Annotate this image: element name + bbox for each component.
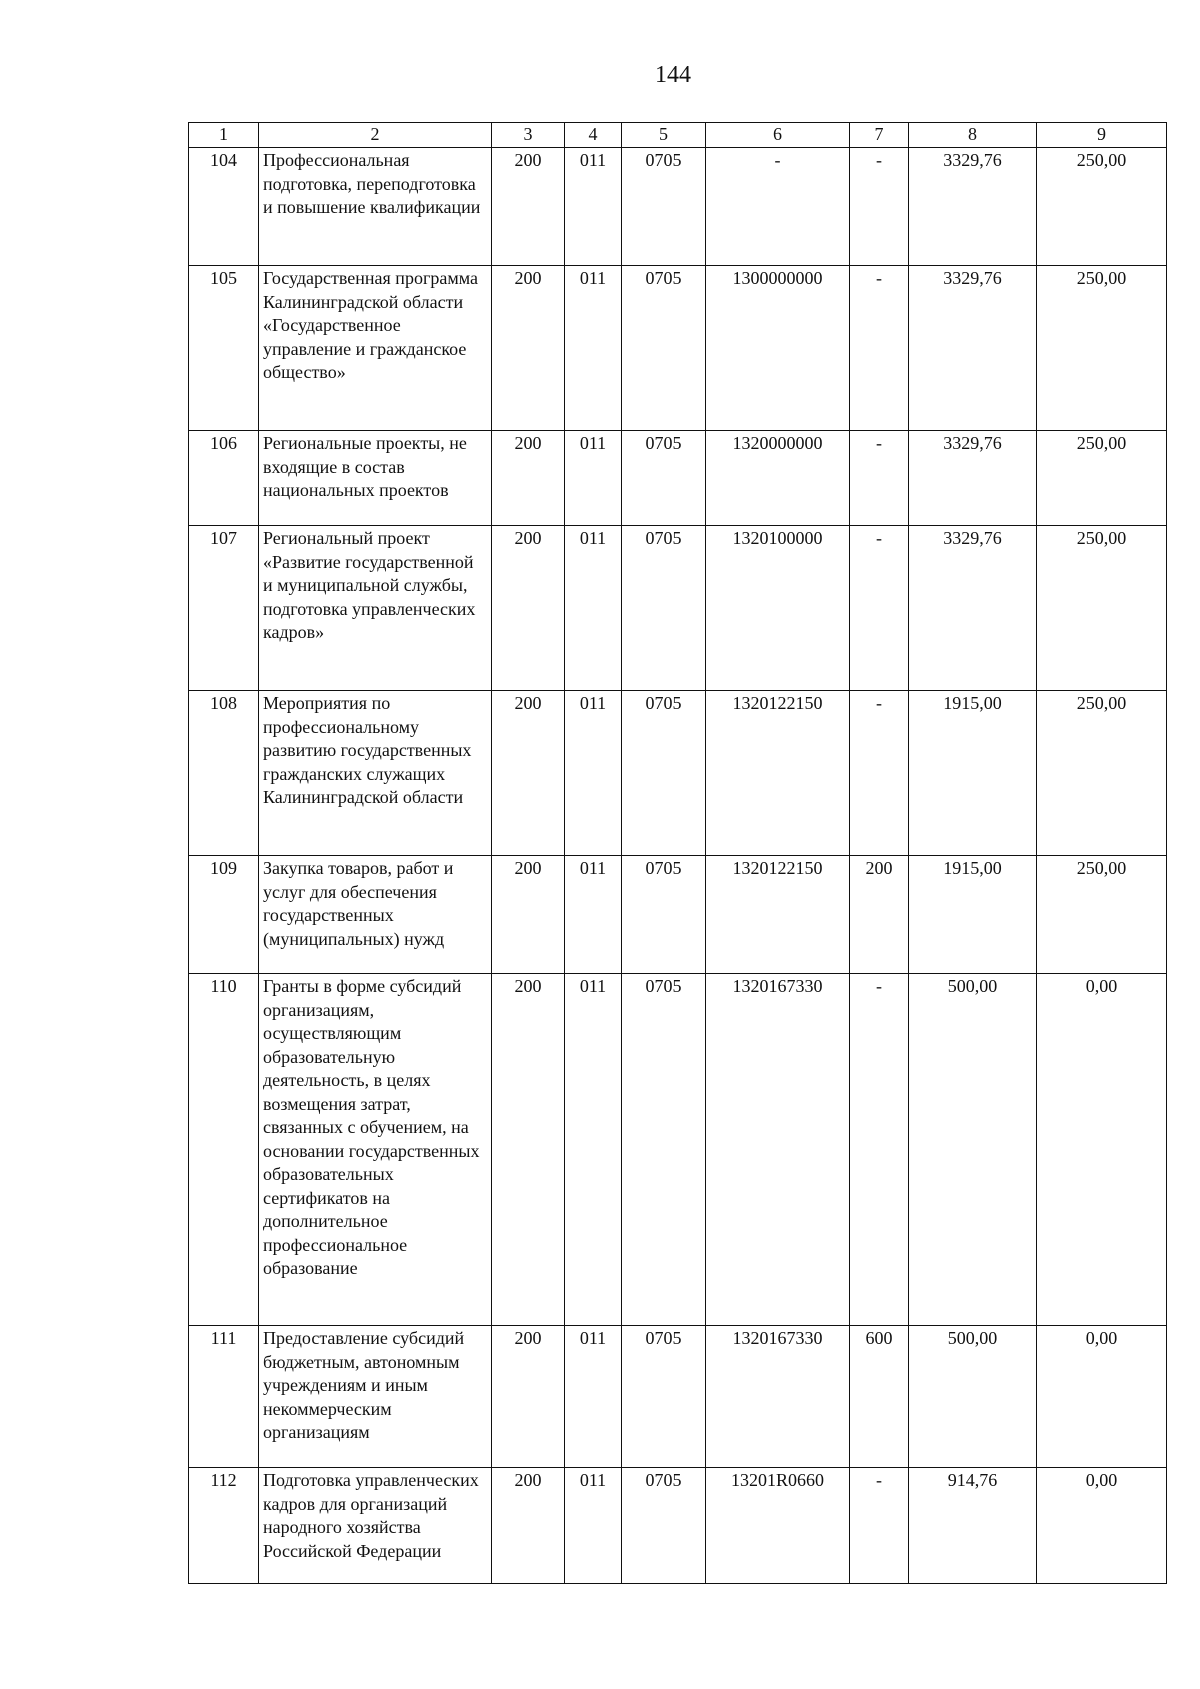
col9-value: 250,00 bbox=[1037, 431, 1167, 526]
col4-value: 011 bbox=[565, 431, 622, 526]
col7-value: - bbox=[850, 1468, 909, 1584]
row-name: Государственная программа Калининградской области «Государственное управление и гражданское общество» bbox=[259, 266, 492, 431]
col3-value: 200 bbox=[492, 691, 565, 856]
col4-value: 011 bbox=[565, 526, 622, 691]
row-number: 112 bbox=[189, 1468, 259, 1584]
col5-value: 0705 bbox=[622, 691, 706, 856]
col6-value: 1320167330 bbox=[706, 974, 850, 1326]
column-header: 5 bbox=[622, 123, 706, 148]
col8-value: 3329,76 bbox=[909, 526, 1037, 691]
col3-value: 200 bbox=[492, 431, 565, 526]
col6-value: 1320122150 bbox=[706, 691, 850, 856]
col8-value: 500,00 bbox=[909, 974, 1037, 1326]
col4-value: 011 bbox=[565, 691, 622, 856]
col6-value: 1320100000 bbox=[706, 526, 850, 691]
table-row bbox=[189, 266, 1167, 431]
row-name: Закупка товаров, работ и услуг для обеспечения государственных (муниципальных) нужд bbox=[259, 856, 492, 974]
col4-value: 011 bbox=[565, 148, 622, 266]
col5-value: 0705 bbox=[622, 431, 706, 526]
column-header: 9 bbox=[1037, 123, 1167, 148]
column-header: 7 bbox=[850, 123, 909, 148]
table-row bbox=[189, 431, 1167, 526]
row-number: 105 bbox=[189, 266, 259, 431]
col6-value: 1300000000 bbox=[706, 266, 850, 431]
col8-value: 3329,76 bbox=[909, 266, 1037, 431]
row-number: 106 bbox=[189, 431, 259, 526]
table-row bbox=[189, 974, 1167, 1326]
budget-table bbox=[188, 122, 1167, 1584]
col3-value: 200 bbox=[492, 1326, 565, 1468]
col6-value: 1320167330 bbox=[706, 1326, 850, 1468]
column-header: 1 bbox=[189, 123, 259, 148]
col4-value: 011 bbox=[565, 266, 622, 431]
col4-value: 011 bbox=[565, 856, 622, 974]
row-name: Региональные проекты, не входящие в состав национальных проектов bbox=[259, 431, 492, 526]
col9-value: 250,00 bbox=[1037, 266, 1167, 431]
col5-value: 0705 bbox=[622, 266, 706, 431]
col6-value: 13201R0660 bbox=[706, 1468, 850, 1584]
row-number: 110 bbox=[189, 974, 259, 1326]
row-name: Гранты в форме субсидий организациям, осуществляющим образовательную деятельность, в целях возмещения затрат, связанных с обучением, на основании государственных образовательных сертификатов на дополнительное профессиональное образование bbox=[259, 974, 492, 1326]
column-header: 6 bbox=[706, 123, 850, 148]
col9-value: 0,00 bbox=[1037, 1326, 1167, 1468]
col8-value: 1915,00 bbox=[909, 856, 1037, 974]
table-row bbox=[189, 1326, 1167, 1468]
row-name: Подготовка управленческих кадров для организаций народного хозяйства Российской Федерации bbox=[259, 1468, 492, 1584]
col8-value: 3329,76 bbox=[909, 148, 1037, 266]
col3-value: 200 bbox=[492, 974, 565, 1326]
col9-value: 250,00 bbox=[1037, 856, 1167, 974]
col7-value: - bbox=[850, 431, 909, 526]
col4-value: 011 bbox=[565, 974, 622, 1326]
row-number: 108 bbox=[189, 691, 259, 856]
page-number: 144 bbox=[655, 62, 691, 88]
col3-value: 200 bbox=[492, 1468, 565, 1584]
column-header: 8 bbox=[909, 123, 1037, 148]
col4-value: 011 bbox=[565, 1468, 622, 1584]
column-header: 4 bbox=[565, 123, 622, 148]
column-header: 3 bbox=[492, 123, 565, 148]
row-name: Профессиональная подготовка, переподготовка и повышение квалификации bbox=[259, 148, 492, 266]
col7-value: - bbox=[850, 691, 909, 856]
col3-value: 200 bbox=[492, 856, 565, 974]
row-number: 107 bbox=[189, 526, 259, 691]
col9-value: 250,00 bbox=[1037, 691, 1167, 856]
col6-value: 1320122150 bbox=[706, 856, 850, 974]
col4-value: 011 bbox=[565, 1326, 622, 1468]
col5-value: 0705 bbox=[622, 526, 706, 691]
row-number: 109 bbox=[189, 856, 259, 974]
col8-value: 3329,76 bbox=[909, 431, 1037, 526]
col5-value: 0705 bbox=[622, 148, 706, 266]
col8-value: 914,76 bbox=[909, 1468, 1037, 1584]
col9-value: 0,00 bbox=[1037, 974, 1167, 1326]
table-row bbox=[189, 526, 1167, 691]
table-row bbox=[189, 856, 1167, 974]
col5-value: 0705 bbox=[622, 974, 706, 1326]
row-name: Региональный проект «Развитие государственной и муниципальной службы, подготовка управленческих кадров» bbox=[259, 526, 492, 691]
col3-value: 200 bbox=[492, 526, 565, 691]
table-row bbox=[189, 691, 1167, 856]
col5-value: 0705 bbox=[622, 856, 706, 974]
table-row bbox=[189, 148, 1167, 266]
col8-value: 1915,00 bbox=[909, 691, 1037, 856]
col7-value: 600 bbox=[850, 1326, 909, 1468]
col5-value: 0705 bbox=[622, 1326, 706, 1468]
col3-value: 200 bbox=[492, 148, 565, 266]
col9-value: 0,00 bbox=[1037, 1468, 1167, 1584]
col3-value: 200 bbox=[492, 266, 565, 431]
col8-value: 500,00 bbox=[909, 1326, 1037, 1468]
col5-value: 0705 bbox=[622, 1468, 706, 1584]
col9-value: 250,00 bbox=[1037, 526, 1167, 691]
row-number: 111 bbox=[189, 1326, 259, 1468]
col6-value: - bbox=[706, 148, 850, 266]
column-header: 2 bbox=[259, 123, 492, 148]
col9-value: 250,00 bbox=[1037, 148, 1167, 266]
row-name: Мероприятия по профессиональному развитию государственных гражданских служащих Калининградской области bbox=[259, 691, 492, 856]
col7-value: - bbox=[850, 526, 909, 691]
row-name: Предоставление субсидий бюджетным, автономным учреждениям и иным некоммерческим организациям bbox=[259, 1326, 492, 1468]
col7-value: - bbox=[850, 148, 909, 266]
col7-value: - bbox=[850, 974, 909, 1326]
col7-value: 200 bbox=[850, 856, 909, 974]
row-number: 104 bbox=[189, 148, 259, 266]
table-row bbox=[189, 1468, 1167, 1584]
col7-value: - bbox=[850, 266, 909, 431]
column-number-row bbox=[189, 123, 1167, 148]
col6-value: 1320000000 bbox=[706, 431, 850, 526]
